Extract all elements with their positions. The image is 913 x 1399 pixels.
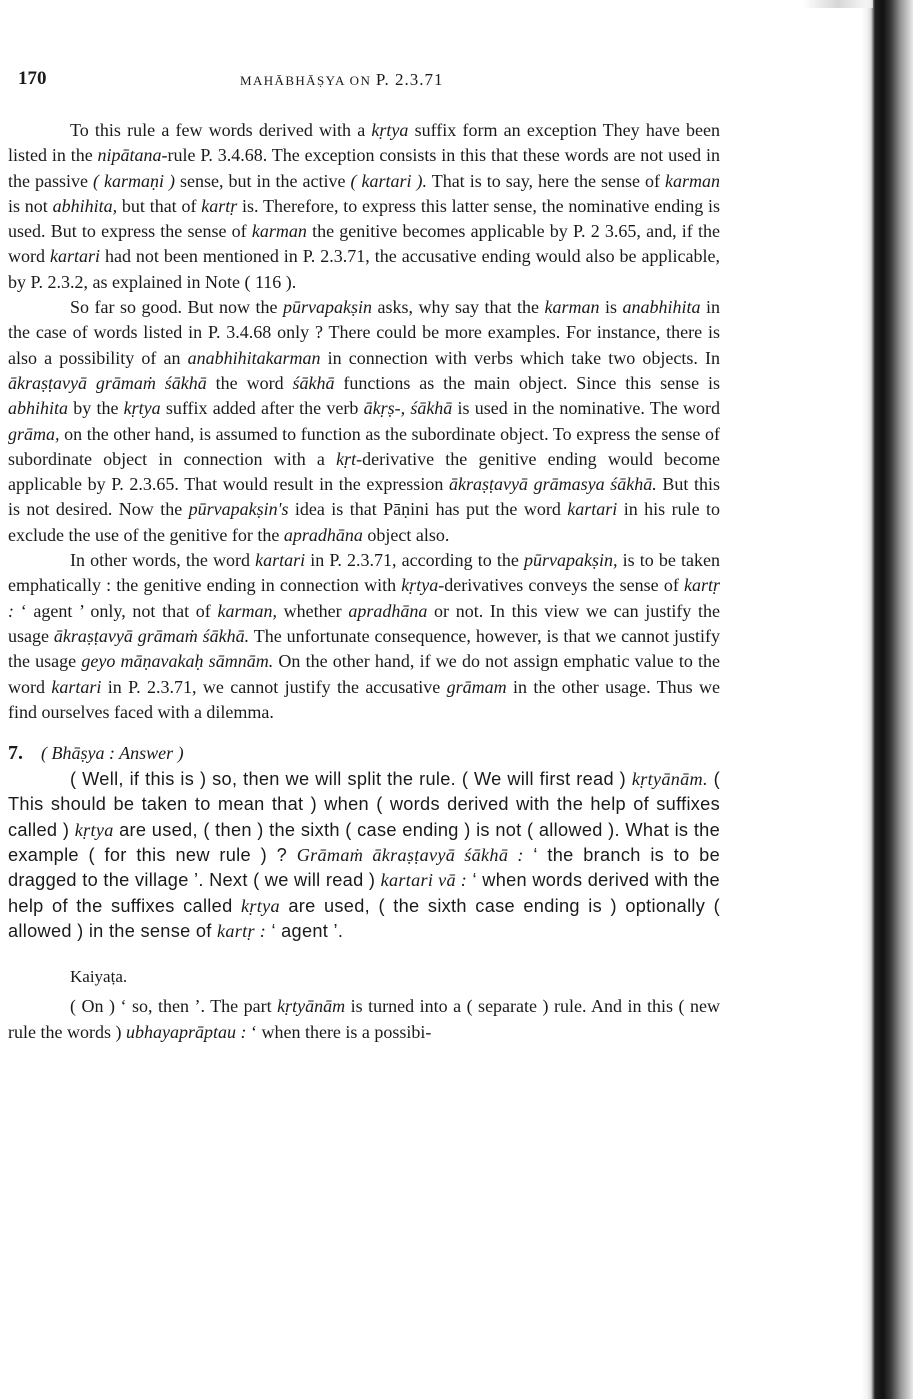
text-run: sense, but in the active xyxy=(175,170,351,191)
kaiyata-label: Kaiyaṭa. xyxy=(70,967,128,987)
italic-term: abhihita, xyxy=(52,195,118,216)
text-run: the word xyxy=(206,372,293,393)
italic-term: geyo māṇavakaḥ sāmnām. xyxy=(81,651,274,672)
italic-term: kṛt xyxy=(336,448,357,469)
italic-term: kṛtya xyxy=(123,398,161,419)
text-run: The unfortunate consequence, however, is that we cannot justify the usage xyxy=(8,625,721,672)
text-run: are used, ( then ) the sixth ( case ending ) is not ( allowed ). What is the example ( for this new rule ) ? xyxy=(8,819,720,866)
running-title-text: MAHĀBHĀṢYA ON xyxy=(240,73,376,88)
text-run: the genitive becomes applicable by P. 2 3.65, and, if the word xyxy=(8,221,720,267)
text-run: are used, ( the sixth case ending is ) optionally ( allowed ) in the sense of xyxy=(8,895,720,941)
italic-term: ubhayaprāptau : xyxy=(125,1021,247,1042)
book-page xyxy=(8,64,720,1045)
italic-term: karman xyxy=(544,297,600,318)
text-run: whether xyxy=(276,600,349,621)
commentary-body xyxy=(8,118,720,725)
italic-term: anabhihitakarman xyxy=(187,347,321,368)
kaiyata-commentary xyxy=(8,994,720,1045)
text-run: object also. xyxy=(362,524,450,545)
italic-term: kartari vā : xyxy=(380,870,468,891)
text-run: is not xyxy=(8,195,53,216)
italic-term: kartṛ : xyxy=(217,920,267,941)
italic-term: kartari xyxy=(49,246,100,267)
paragraph-purvapaksin-question xyxy=(8,295,720,548)
italic-term: ākraṣṭavyā grāmasya śākhā. xyxy=(448,474,657,495)
text-run: functions as the main object. Since this sense is xyxy=(334,372,721,393)
text-run: asks, why say that the xyxy=(371,297,545,318)
text-run: in connection with verbs which take two objects. In xyxy=(320,347,720,368)
italic-term: pūrvapakṣin xyxy=(282,297,372,318)
text-run: -derivative the genitive ending would become applicable by P. 2.3.65. That would result in the expression xyxy=(8,448,721,495)
text-run: in his rule to exclude the use of the genitive for the xyxy=(8,499,720,545)
text-run: To this rule a few words derived with a xyxy=(70,120,372,140)
page-number: 170 xyxy=(18,68,47,89)
italic-term: grāmam xyxy=(446,676,507,697)
section-title: ( Bhāṣya : Answer ) xyxy=(41,743,184,764)
section-heading xyxy=(8,739,720,767)
bhasya-answer xyxy=(8,767,720,944)
text-run: -rule P. 3.4.68. The exception consists in this that these words are not used in the passive xyxy=(8,145,720,191)
text-run: is. Therefore, to express this latter sense, the nominative ending is used. But to express the sense of xyxy=(8,195,720,242)
paragraph-bhasya xyxy=(8,767,720,944)
italic-term: kartṛ xyxy=(201,195,238,216)
running-title xyxy=(240,70,443,90)
italic-term: karman xyxy=(251,221,307,242)
text-run: in P. 2.3.71, we cannot justify the accusative xyxy=(101,676,447,697)
text-run: but that of xyxy=(117,195,202,216)
text-run: by the xyxy=(68,398,124,419)
text-run: in P. 2.3.71, according to the xyxy=(305,550,524,571)
italic-term: kṛtya xyxy=(240,895,280,916)
text-run: But this is not desired. Now the xyxy=(8,474,720,520)
italic-term: nipātana xyxy=(97,145,162,166)
italic-term: kṛtya xyxy=(74,819,114,840)
text-run: ‘ when words derived with the help of the suffixes called xyxy=(8,870,720,916)
text-run: On the other hand, if we do not assign emphatic value to the word xyxy=(8,651,721,697)
italic-term: kṛtyānām xyxy=(277,996,346,1017)
text-run: ( On ) ‘ so, then ’. The part xyxy=(70,996,278,1017)
italic-term: anabhihita xyxy=(622,297,701,318)
text-run: ( This should be taken to mean that ) when ( words derived with the help of suffixes called ) xyxy=(8,769,720,840)
italic-term: grāma, xyxy=(8,423,60,444)
italic-term: ( karmaṇi ) xyxy=(93,170,175,191)
book-spine-shadow xyxy=(861,0,913,1399)
text-run: is xyxy=(599,297,623,318)
text-run: suffix added after the verb xyxy=(160,398,364,419)
text-run: is turned into a ( separate ) rule. And in this ( new rule the words ) xyxy=(8,996,720,1042)
italic-term: pūrvapakṣin, xyxy=(524,550,618,571)
section-number: 7. xyxy=(8,742,23,765)
text-run: ‘ when there is a possibi- xyxy=(246,1021,432,1042)
running-title-rule: P. 2.3.71 xyxy=(375,70,444,89)
scan-artifact xyxy=(803,0,873,8)
italic-term: śākhā xyxy=(410,398,453,419)
text-run: ‘ agent ’. xyxy=(266,920,344,941)
text-run: had not been mentioned in P. 2.3.71, the accusative ending would also be applicable, by P. 2.3.2, as explained in Note ( 116 ). xyxy=(8,246,720,292)
italic-term: apradhāna xyxy=(283,524,363,545)
text-run: or not. In this view we can justify the usage xyxy=(8,600,720,646)
italic-term: kartari xyxy=(51,676,102,697)
text-run: idea is that Pāṇini has put the word xyxy=(288,499,568,520)
paragraph-dilemma xyxy=(8,548,720,725)
italic-term: ākraṣṭavyā grāmaṁ śākhā xyxy=(8,372,207,393)
italic-term: ākṛṣ-, xyxy=(363,398,406,419)
text-run: is used in the nominative. The word xyxy=(452,398,720,419)
paragraph-kaiyata xyxy=(8,994,720,1045)
italic-term: karman xyxy=(665,170,721,191)
text-run: So far so good. But now the xyxy=(70,297,283,318)
italic-term: pūrvapakṣin's xyxy=(188,499,289,520)
text-run: That is to say, here the sense of xyxy=(427,170,666,191)
italic-term: kartṛ : xyxy=(8,575,720,621)
text-run: in the other usage. Thus we find ourselves faced with a dilemma. xyxy=(8,676,721,722)
running-header xyxy=(8,64,720,98)
text-run: ‘ the branch is to be dragged to the village ’. Next ( we will read ) xyxy=(8,845,720,891)
text-run: suffix form an exception They have been listed in the xyxy=(8,120,720,166)
italic-term: kṛtya xyxy=(401,575,439,596)
text-run: on the other hand, is assumed to function as the subordinate object. To express the sense of subordinate object in connection with a xyxy=(8,423,720,469)
italic-term: kṛtyānām. xyxy=(631,769,708,790)
italic-term: ( kartari ). xyxy=(350,170,428,191)
text-run: -derivatives conveys the sense of xyxy=(438,575,684,596)
italic-term: śākhā xyxy=(292,372,335,393)
text-run: in the case of words listed in P. 3.4.68 only ? There could be more examples. For instance, there is also a possibility of an xyxy=(8,297,720,368)
text-run: ‘ agent ’ only, not that of xyxy=(14,600,218,621)
italic-term: apradhāna xyxy=(348,600,428,621)
italic-term: karman, xyxy=(217,600,277,621)
text-run: is to be taken emphatically : the genitive ending in connection with xyxy=(8,550,720,596)
text-run: In other words, the word xyxy=(70,550,256,571)
paragraph-exception xyxy=(8,118,720,295)
italic-term: kartari xyxy=(255,550,306,571)
text-run: ( Well, if this is ) so, then we will split the rule. ( We will first read ) xyxy=(70,769,632,790)
italic-term: ākraṣṭavyā grāmaṁ śākhā. xyxy=(53,625,250,646)
italic-term: abhihita xyxy=(8,398,69,419)
italic-term: Grāmaṁ ākraṣṭavyā śākhā : xyxy=(296,845,524,866)
italic-term: kṛtya xyxy=(371,120,409,140)
italic-term: kartari xyxy=(567,499,618,520)
